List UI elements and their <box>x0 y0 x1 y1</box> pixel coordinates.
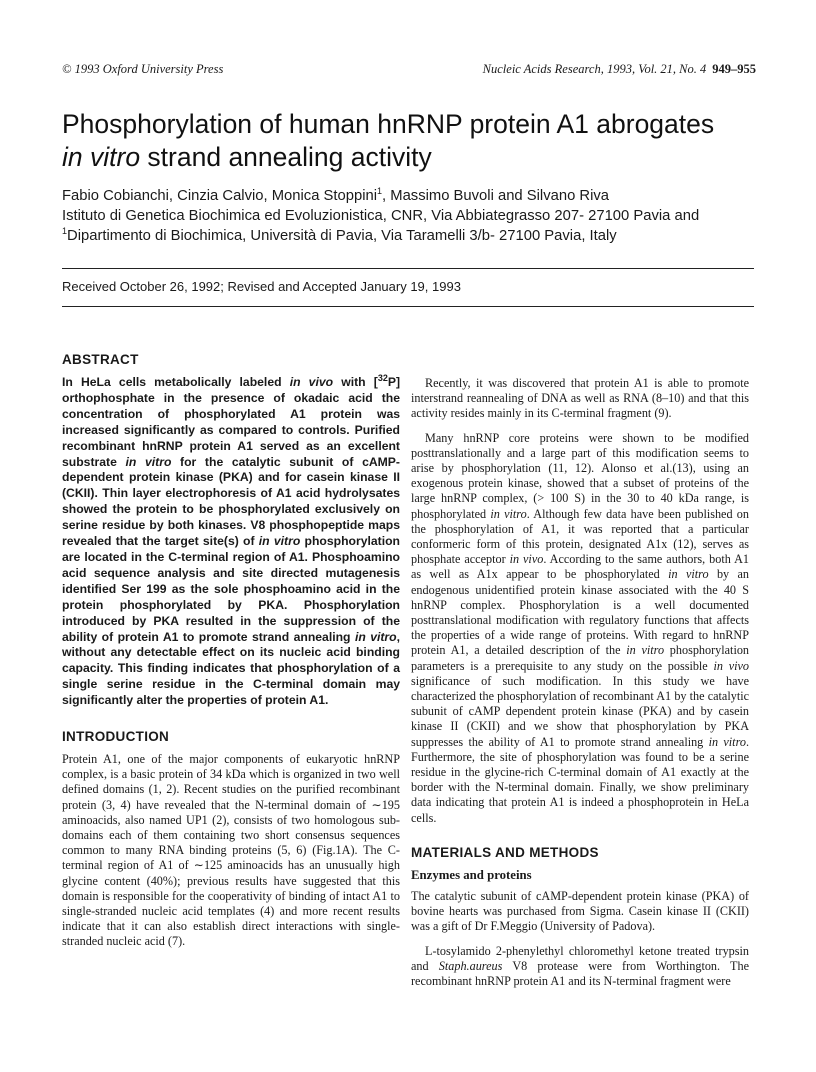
page-range: 949–955 <box>712 62 756 76</box>
methods-paragraph-1: The catalytic subunit of cAMP-dependent protein kinase (PKA) of bovine hearts was purchased from Sigma. Casein kinase II (CKII) was a gift of Dr F.Meggio (University of Padova). <box>411 888 749 934</box>
right-paragraph-2: Many hnRNP core proteins were shown to be modified posttranslationally and a large part of this modification seems to arise by phosphorylation (11, 12). Alonso et al.(13), using an exogenous protein kinase, showed that a subset of proteins of the large hnRNP complex, (> 100 S) in the 30 to 40 kDa range, is phosphorylated in vitro. Although few data have been published on the phosphorylation of A1, it was reported that a particular conformeric form of this protein, designated A1x (12), serves as phosphate acceptor in vivo. According to the same authors, both A1 as well as A1x appear to be phosphorylated in vitro by an endogenous unidentified protein kinase associated with the 40 S hnRNP complex. Phosphorylation is a well documented posttranslational modification with regulatory functions that affects the properties of a wide range of proteins. With regard to hnRNP protein A1, a detailed description of the in vitro phosphorylation parameters is a prerequisite to any study on the possible in vivo significance of such modification. In this study we have characterized the phosphorylation of recombinant A1 by the catalytic subunit of cAMP dependent protein kinase (PKA) and by casein kinase II (CKII) and we show that phosphorylation by PKA suppresses the ability of A1 to promote strand annealing in vitro. Furthermore, the site of phosphorylation was found to be a serine residue in the glycine-rich C-terminal domain of A1 exactly at the border with the N-terminal domain. Finally, we show preliminary data indicating that protein A1 is indeed a phosphoprotein in HeLa cells. <box>411 430 750 825</box>
author-sup: 1 <box>377 186 383 197</box>
article-title <box>62 108 762 174</box>
methods-paragraph-2: L-tosylamido 2-phenylethyl chloromethyl ketone treated trypsin and Staph.aureus V8 protease were from Worthington. The recombinant hnRNP protein A1 and its N-terminal fragment were <box>411 943 749 988</box>
right-paragraph-1: Recently, it was discovered that protein A1 is able to promote interstrand reannealing of DNA as well as RNA (8–10) and that this activity resides mainly in its C-terminal fragment (9). <box>411 376 749 421</box>
title-italic: in vitro <box>62 142 141 172</box>
title-line-2 <box>62 141 762 174</box>
journal-name: Nucleic Acids Research, 1993, Vol. 21, No. 4 <box>482 62 707 76</box>
divider-bottom <box>62 306 754 307</box>
enzymes-subheading: Enzymes and proteins <box>411 867 532 882</box>
affiliation-2 <box>62 226 762 246</box>
received-dates: Received October 26, 1992; Revised and Accepted January 19, 1993 <box>62 279 461 294</box>
methods-heading: MATERIALS AND METHODS <box>411 844 599 860</box>
abstract-text: In HeLa cells metabolically labeled in vivo with [$^{32}$P] orthophosphate in the presence of okadaic acid the concentration of phosphorylated A1 protein was increased significantly as compared to controls. Purified recombinant hnRNP protein A1 served as an excellent substrate in vitro for the catalytic subunit of cAMP-dependent protein kinase (PKA) and for casein kinase II (CKII). Thin layer electrophoresis of A1 acid hydrolysates showed the protein to be phosphorylated exclusively on serine residue by both kinases. V8 phosphopeptide maps revealed that the target site(s) of in vitro phosphorylation are located in the C-terminal region of A1. Phosphoamino acid sequence analysis and site directed mutagenesis identified Ser 199 as the sole phosphoamino acid in the protein phosphorylated by PKA. Phosphorylation introduced by PKA resulted in the suppression of the ability of protein A1 to promote strand annealing in vitro, without any detectable effect on its nucleic acid binding capacity. This finding indicates that phosphorylation of a single serine residue in the C-terminal domain may significantly alter the properties of protein A1. <box>62 372 401 708</box>
title-rest: strand annealing activity <box>140 142 432 172</box>
right-column <box>411 376 749 998</box>
affiliation-2-text: Dipartimento di Biochimica, Università di Pavia, Via Taramelli 3/b- 27100 Pavia, Italy <box>67 228 617 244</box>
affiliation-1: Istituto di Genetica Biochimica ed Evoluzionistica, CNR, Via Abbiategrasso 207- 27100 Pavia and <box>62 208 700 224</box>
intro-paragraph-1: Protein A1, one of the major components of eukaryotic hnRNP complex, is a basic protein of 34 kDa which is organized in two well defined domains (1, 2). Recent studies on the purified recombinant protein (3, 4) have revealed that the N-terminal domain of ∼195 aminoacids, also named UP1 (2), consists of two homologous sub-domains each of them containing two short consensus sequences common to many RNA binding proteins (5, 6) (Fig.1A). The C-terminal region of A1 of ∼125 aminoacids has an unusually high glycine content (40%); previous results have suggested that this domain is responsible for the cooperativity of binding of intact A1 to single-stranded nucleic acid templates (4) and more recent results indicate that it can also establish direct interactions with single-stranded nucleic acid (7). <box>62 752 400 949</box>
copyright: © 1993 Oxford University Press <box>62 62 224 76</box>
author-names-b: , Massimo Buvoli and Silvano Riva <box>382 188 610 204</box>
author-names-a: Fabio Cobianchi, Cinzia Calvio, Monica Stoppini <box>62 188 378 204</box>
author-names <box>62 186 762 206</box>
divider-top <box>62 268 754 269</box>
author-block <box>62 186 762 246</box>
title-line-1: Phosphorylation of human hnRNP protein A1 abrogates <box>62 109 715 139</box>
left-column <box>62 352 400 959</box>
affiliation-sup: 1 <box>62 226 68 237</box>
introduction-heading: INTRODUCTION <box>62 729 170 745</box>
journal-citation <box>483 62 756 77</box>
abstract-heading: ABSTRACT <box>62 352 139 367</box>
